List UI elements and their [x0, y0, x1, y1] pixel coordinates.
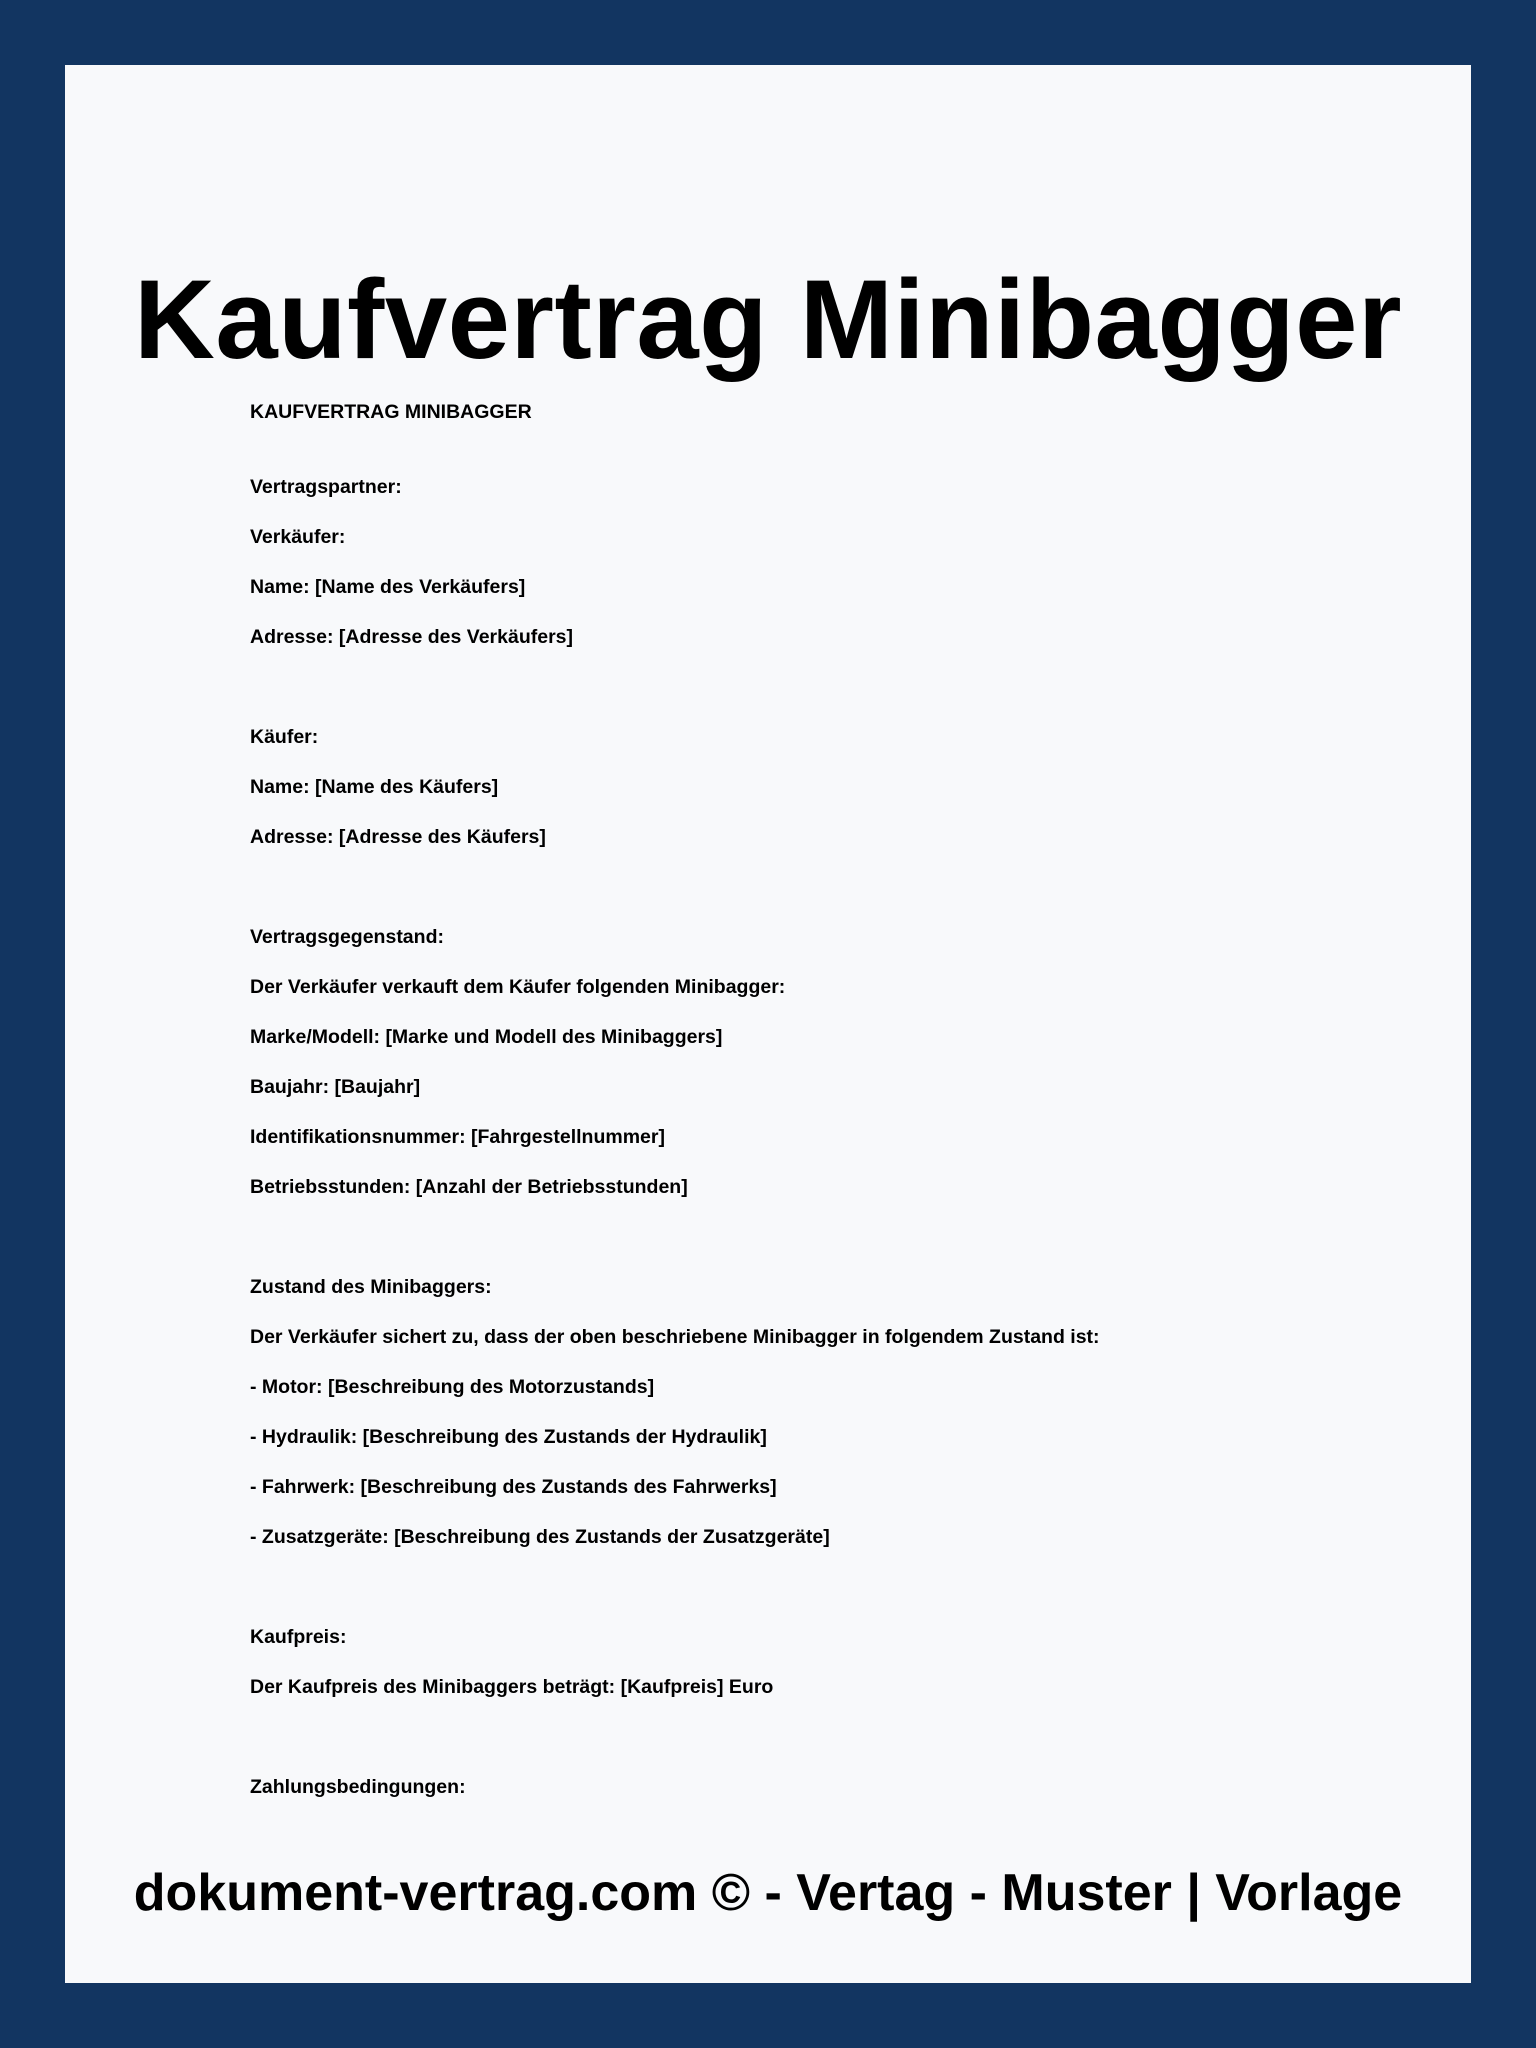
section-heading-parties: Vertragspartner:: [250, 476, 402, 498]
condition-hydraulics: - Hydraulik: [Beschreibung des Zustands der Hydraulik]: [250, 1426, 767, 1448]
section-heading-condition: Zustand des Minibaggers:: [250, 1276, 492, 1298]
document-title: Kaufvertrag Minibagger: [133, 257, 1403, 382]
subject-model: Marke/Modell: [Marke und Modell des Minibaggers]: [250, 1026, 723, 1048]
condition-intro: Der Verkäufer sichert zu, dass der oben beschriebene Minibagger in folgendem Zustand ist:: [250, 1326, 1100, 1348]
price-statement: Der Kaufpreis des Minibaggers beträgt: [Kaufpreis] Euro: [250, 1676, 774, 1698]
condition-chassis: - Fahrwerk: [Beschreibung des Zustands des Fahrwerks]: [250, 1476, 777, 1498]
buyer-label: Käufer:: [250, 726, 319, 748]
seller-address: Adresse: [Adresse des Verkäufers]: [250, 626, 573, 648]
seller-label: Verkäufer:: [250, 526, 346, 548]
footer-watermark: dokument-vertrag.com © - Vertag - Muster | Vorlage: [133, 1864, 1403, 1922]
document-page: [65, 65, 1471, 1983]
section-heading-price: Kaufpreis:: [250, 1626, 347, 1648]
contract-heading: KAUFVERTRAG MINIBAGGER: [250, 401, 532, 423]
subject-operating-hours: Betriebsstunden: [Anzahl der Betriebsstunden]: [250, 1176, 688, 1198]
condition-attachments: - Zusatzgeräte: [Beschreibung des Zustands der Zusatzgeräte]: [250, 1526, 830, 1548]
condition-engine: - Motor: [Beschreibung des Motorzustands]: [250, 1376, 655, 1398]
subject-intro: Der Verkäufer verkauft dem Käufer folgenden Minibagger:: [250, 976, 786, 998]
subject-year: Baujahr: [Baujahr]: [250, 1076, 421, 1098]
section-heading-subject: Vertragsgegenstand:: [250, 926, 444, 948]
buyer-address: Adresse: [Adresse des Käufers]: [250, 826, 546, 848]
subject-id-number: Identifikationsnummer: [Fahrgestellnummer]: [250, 1126, 665, 1148]
buyer-name: Name: [Name des Käufers]: [250, 776, 499, 798]
section-heading-payment: Zahlungsbedingungen:: [250, 1776, 466, 1798]
seller-name: Name: [Name des Verkäufers]: [250, 576, 526, 598]
